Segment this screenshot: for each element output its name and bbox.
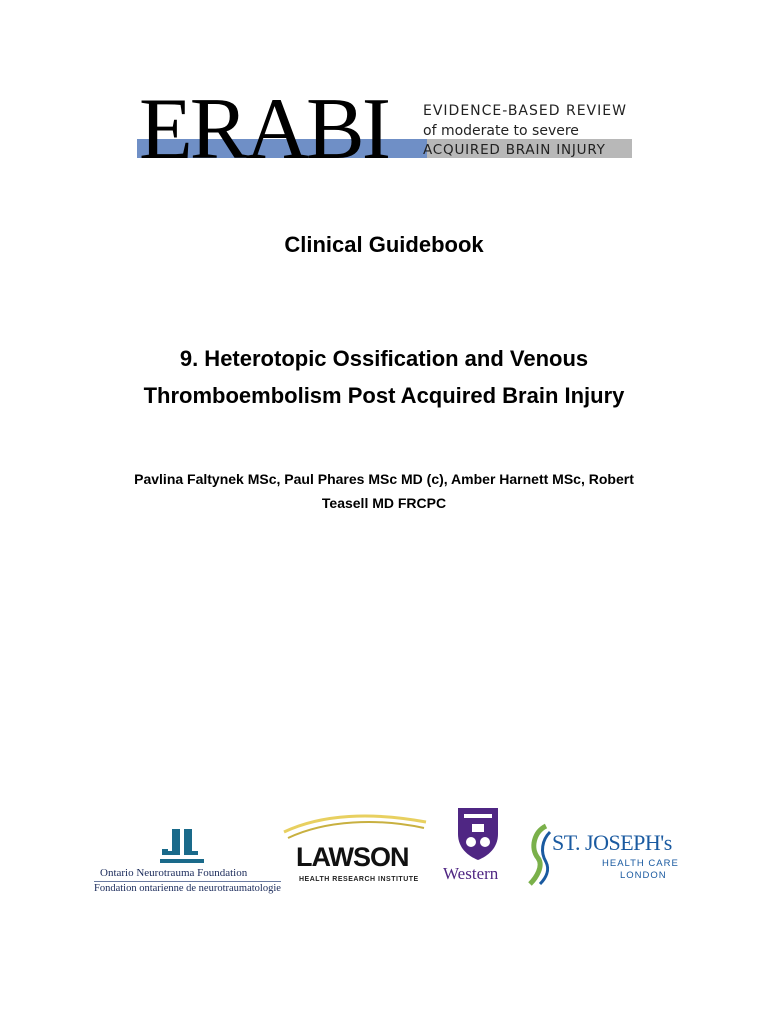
onf-name-en: Ontario Neurotrauma Foundation bbox=[100, 867, 248, 879]
authors-line-2: Teasell MD FRCPC bbox=[321, 495, 447, 511]
st-josephs-wordmark: ST. JOSEPH's bbox=[552, 830, 672, 855]
onf-name-fr: Fondation ontarienne de neurotraumatologie bbox=[94, 883, 281, 894]
series-title: Clinical Guidebook bbox=[284, 232, 484, 257]
western-logo bbox=[440, 804, 516, 890]
lawson-wordmark: LAWSON bbox=[296, 842, 409, 872]
chapter-title-line-2: Thromboembolism Post Acquired Brain Injury bbox=[143, 383, 625, 408]
authors bbox=[100, 467, 668, 515]
lawson-logo bbox=[282, 810, 428, 890]
erabi-tagline-1: EVIDENCE-BASED REVIEW bbox=[423, 103, 627, 119]
western-wordmark: Western bbox=[443, 864, 499, 883]
western-crest-icon bbox=[454, 804, 502, 862]
lawson-swoosh-icon bbox=[282, 810, 428, 846]
erabi-wordmark: ERABI bbox=[139, 81, 388, 178]
onf-mark-icon bbox=[152, 825, 212, 865]
sponsor-logos bbox=[0, 800, 768, 900]
authors-line-1: Pavlina Faltynek MSc, Paul Phares MSc MD (c), Amber Harnett MSc, Robert bbox=[134, 471, 634, 487]
erabi-tagline-3: ACQUIRED BRAIN INJURY bbox=[423, 142, 606, 158]
erabi-logo bbox=[137, 81, 632, 178]
st-josephs-subtitle-2: LONDON bbox=[620, 870, 667, 881]
st-josephs-logo bbox=[524, 822, 679, 892]
chapter-title bbox=[0, 340, 768, 414]
lawson-subtitle: HEALTH RESEARCH INSTITUTE bbox=[299, 876, 419, 883]
erabi-tagline-2: of moderate to severe bbox=[423, 123, 579, 139]
ontario-neurotrauma-foundation-logo bbox=[94, 825, 284, 895]
st-josephs-subtitle-1: HEALTH CARE bbox=[602, 858, 679, 869]
chapter-title-line-1: 9. Heterotopic Ossification and Venous bbox=[179, 346, 589, 371]
